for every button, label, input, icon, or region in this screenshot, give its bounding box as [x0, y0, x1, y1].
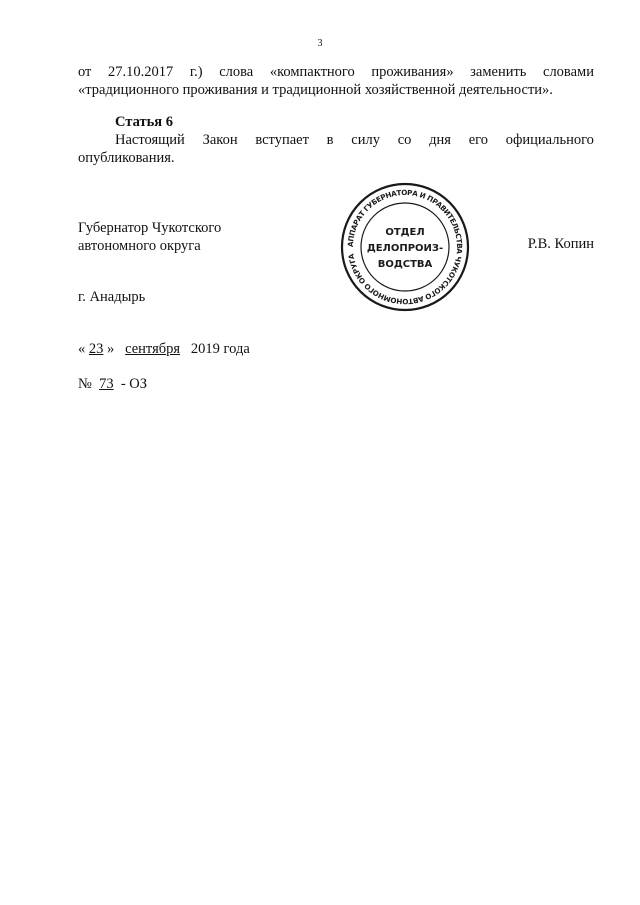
word: заменить	[470, 64, 527, 80]
word: вступает	[255, 132, 309, 148]
word: проживания»	[371, 64, 454, 80]
date-day: 23	[88, 341, 104, 357]
seal-center-line1: ОТДЕЛ	[385, 227, 425, 238]
word: официального	[505, 132, 594, 148]
law-number-value: 73	[99, 376, 114, 392]
law-number	[78, 376, 147, 393]
city: г. Анадырь	[78, 289, 146, 305]
word: слова	[219, 64, 254, 80]
last-line: «традиционного проживания и традиционной хозяйственной деятельности».	[78, 82, 553, 98]
word: со	[397, 132, 412, 148]
word: его	[468, 132, 488, 148]
date-close-quote: »	[107, 341, 115, 357]
word: г.)	[189, 64, 203, 80]
signatory-position-line1: Губернатор Чукотского	[78, 220, 222, 236]
word: «компактного	[269, 64, 355, 80]
word: Закон	[202, 132, 238, 148]
law-number-prefix: №	[78, 376, 92, 392]
article-body	[78, 131, 594, 167]
word: от	[78, 64, 92, 80]
date-month: сентября	[125, 341, 181, 357]
justified-line	[78, 63, 594, 81]
seal-ring-text: АППАРАТ ГУБЕРНАТОРА И ПРАВИТЕЛЬСТВА ЧУКОТСКОГО АВТОНОМНОГО ОКРУГА	[345, 187, 465, 307]
official-seal	[339, 181, 471, 313]
page-number: 3	[317, 38, 323, 49]
word: 27.10.2017	[108, 64, 174, 80]
signing-date	[78, 341, 250, 358]
seal-center-line3: ВОДСТВА	[377, 259, 433, 270]
seal-center-line2: ДЕЛОПРОИЗ-	[366, 243, 444, 254]
word: Настоящий	[115, 132, 185, 148]
article-title: Статья 6	[115, 114, 173, 130]
word: силу	[351, 132, 380, 148]
word: дня	[429, 132, 451, 148]
word: словами	[543, 64, 594, 80]
law-number-suffix: - ОЗ	[120, 376, 148, 392]
justified-line	[78, 131, 594, 149]
signatory-name: Р.В. Копин	[527, 236, 594, 252]
paragraph-continued	[78, 63, 594, 99]
signatory-position-line2: автономного округа	[78, 238, 201, 254]
last-line: опубликования.	[78, 150, 175, 166]
date-year: 2019 года	[190, 341, 250, 357]
word: в	[326, 132, 334, 148]
date-open-quote: «	[78, 341, 86, 357]
